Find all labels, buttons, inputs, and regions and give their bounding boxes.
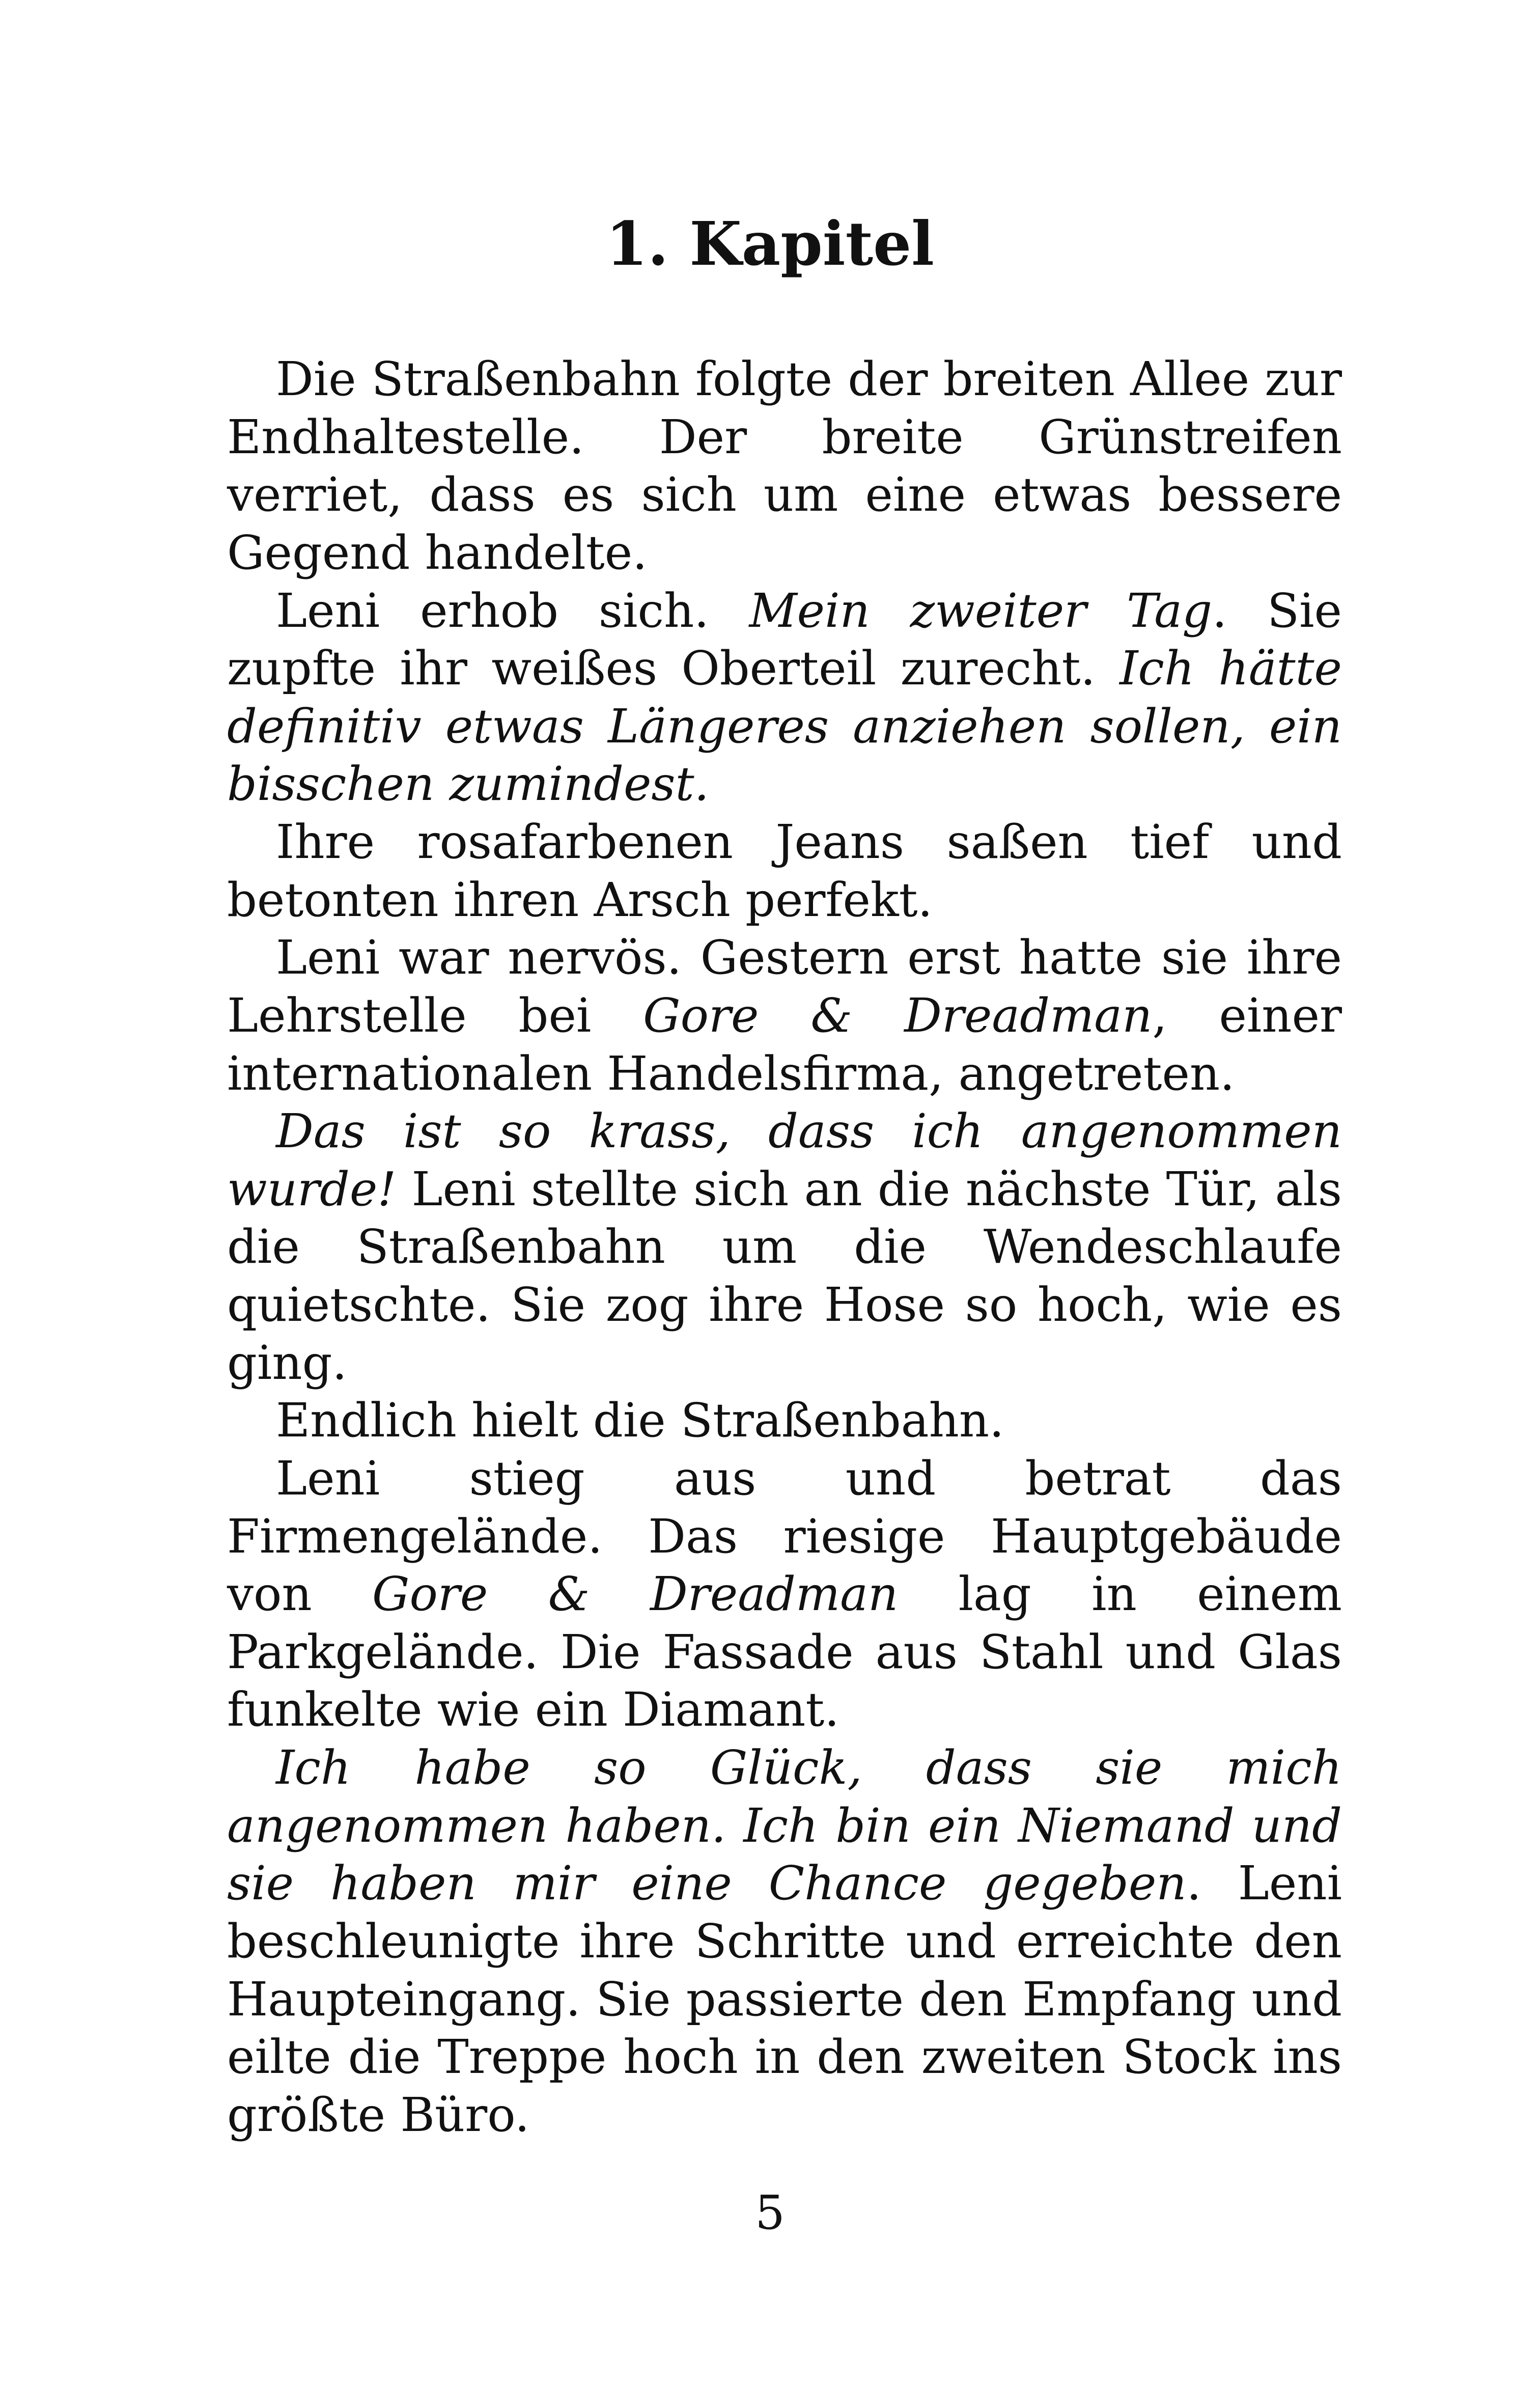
text-run: Leni stieg aus und betrat das Firmengelände. Das riesige Hauptgebäude von (227, 1451, 1342, 1622)
italic-text-run: Das ist so krass, dass ich angenommen wurde! (227, 1104, 1342, 1216)
text-run: Leni war nervös. Gestern erst hatte sie ihre Lehrstelle bei (227, 930, 1342, 1043)
page-number: 5 (755, 2185, 785, 2240)
body-paragraph (227, 1739, 1342, 2144)
body-paragraph (227, 350, 1342, 582)
text-run: Ihre rosafarbenen Jeans saßen tief und betonten ihren Arsch perfekt. (227, 815, 1342, 927)
text-run: Leni erhob sich. (276, 583, 749, 638)
italic-text-run: Mein zweiter Tag (749, 583, 1212, 638)
body-paragraph (227, 1450, 1342, 1739)
body-paragraph (227, 582, 1342, 814)
chapter-body (227, 350, 1342, 2144)
text-run: , einer internationalen Handelsfirma, angetreten. (227, 988, 1342, 1101)
body-paragraph (227, 929, 1342, 1102)
body-paragraph (227, 1102, 1342, 1392)
body-paragraph (227, 1392, 1342, 1450)
italic-text-run: Gore & Dreadman (643, 988, 1153, 1043)
text-run: lag in einem Parkgelände. Die Fassade aus Stahl und Glas funkelte wie ein Diamant. (227, 1567, 1342, 1737)
chapter-title: 1. Kapitel (605, 208, 935, 279)
text-run: . Sie zupfte ihr weißes Oberteil zurecht. (227, 583, 1342, 696)
text-run: Endlich hielt die Straßenbahn. (276, 1393, 1004, 1448)
italic-text-run: Ich habe so Glück, dass sie mich angenommen haben. Ich bin ein Niemand und sie haben mir eine Chance gegeben (227, 1740, 1342, 1911)
text-run: Leni stellte sich an die nächste Tür, als die Straßenbahn um die Wendeschlaufe quietschte. Sie zog ihre Hose so hoch, wie es ging. (227, 1161, 1342, 1390)
italic-text-run: Ich hätte definitiv etwas Längeres anziehen sollen, ein bisschen zumindest. (227, 641, 1342, 812)
text-run: . Leni beschleunigte ihre Schritte und erreichte den Haupteingang. Sie passierte den Empfang und eilte die Treppe hoch in den zweiten Stock ins größte Büro. (227, 1856, 1342, 2142)
text-run: Die Straßenbahn folgte der breiten Allee zur Endhaltestelle. Der breite Grünstreifen verriet, dass es sich um eine etwas bessere Gegend handelte. (227, 352, 1342, 580)
body-paragraph (227, 813, 1342, 929)
italic-text-run: Gore & Dreadman (372, 1567, 899, 1622)
